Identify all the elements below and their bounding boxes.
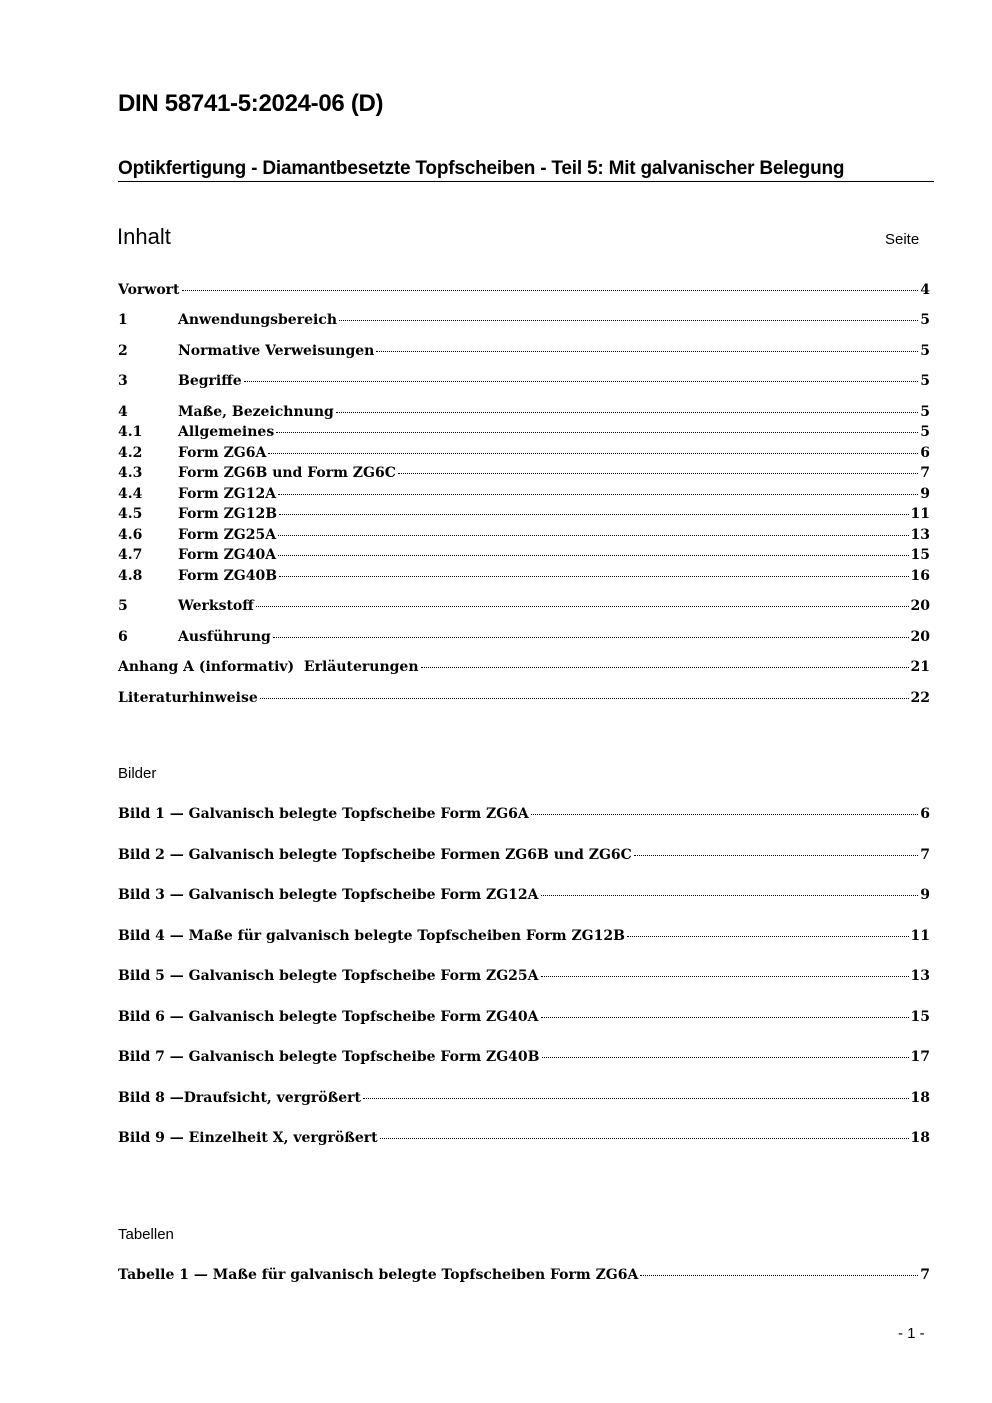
- toc-entry-number: 2: [118, 343, 128, 359]
- dot-leader: [268, 453, 918, 454]
- figure-entry-label: Bild 4 — Maße für galvanisch belegte Topfscheiben Form ZG12B: [118, 928, 625, 944]
- table-entry[interactable]: [118, 1265, 930, 1285]
- toc-entry-number: 1: [118, 312, 128, 328]
- dot-leader: [244, 381, 919, 382]
- figure-entry-label: Bild 1 — Galvanisch belegte Topfscheibe Form ZG6A: [118, 806, 529, 822]
- table-entry-page: 7: [920, 1267, 930, 1283]
- figure-entry-page: 9: [920, 887, 930, 903]
- toc-entry-number: 4.4: [118, 486, 143, 502]
- toc-entry-page: 5: [920, 312, 930, 328]
- toc-entry-page: 5: [920, 424, 930, 440]
- toc-entry[interactable]: [118, 688, 930, 708]
- toc-entry[interactable]: [118, 657, 930, 677]
- toc-entry-page: 15: [910, 547, 930, 563]
- toc-entry-page: 6: [920, 445, 930, 461]
- toc-entry[interactable]: [118, 310, 930, 330]
- toc-entry[interactable]: [118, 525, 930, 545]
- toc-entry-number: 4.7: [118, 547, 143, 563]
- toc-entry-label: Form ZG40A: [178, 547, 277, 563]
- toc-entry[interactable]: [118, 341, 930, 361]
- toc-entry-page: 20: [910, 629, 930, 645]
- figure-entry-label: Bild 9 — Einzelheit X, vergrößert: [118, 1130, 378, 1146]
- toc-entry-label: Form ZG12A: [178, 486, 277, 502]
- toc-entry-label: Anwendungsbereich: [178, 312, 337, 328]
- figures-heading: Bilder: [118, 765, 157, 782]
- tables-heading: Tabellen: [118, 1226, 174, 1243]
- toc-entry-number: 4: [118, 404, 128, 420]
- toc-entry-page: 4: [920, 282, 930, 298]
- figure-entry-page: 11: [910, 928, 930, 944]
- dot-leader: [640, 1275, 918, 1276]
- toc-entry-page: 20: [910, 598, 930, 614]
- toc-entry-page: 7: [920, 465, 930, 481]
- dot-leader: [278, 494, 918, 495]
- toc-entry-number: 5: [118, 598, 128, 614]
- figure-entry-label: Bild 6 — Galvanisch belegte Topfscheibe Form ZG40A: [118, 1009, 539, 1025]
- toc-entry-label: Begriffe: [178, 373, 242, 389]
- figure-entry-page: 18: [910, 1130, 930, 1146]
- table-entry-label: Tabelle 1 — Maße für galvanisch belegte Topfscheiben Form ZG6A: [118, 1267, 639, 1283]
- toc-entry[interactable]: [118, 463, 930, 483]
- toc-entry[interactable]: [118, 596, 930, 616]
- dot-leader: [256, 606, 909, 607]
- toc-entry-page: 5: [920, 404, 930, 420]
- toc-entry-label: Allgemeines: [178, 424, 275, 440]
- figure-entry-page: 13: [910, 968, 930, 984]
- toc-entry-label: Ausführung: [178, 629, 271, 645]
- dot-leader: [339, 320, 918, 321]
- toc-entry-label: Form ZG40B: [178, 568, 278, 584]
- figure-entry[interactable]: [118, 926, 930, 946]
- toc-entry-page: 21: [910, 659, 930, 675]
- dot-leader: [279, 576, 908, 577]
- figure-entry[interactable]: [118, 885, 930, 905]
- figure-entry-page: 6: [920, 806, 930, 822]
- dot-leader: [279, 514, 908, 515]
- dot-leader: [276, 432, 918, 433]
- toc-entry-page: 11: [910, 506, 930, 522]
- toc-entry-label: Literaturhinweise: [118, 690, 258, 706]
- toc-entry[interactable]: [118, 443, 930, 463]
- toc-entry[interactable]: [118, 371, 930, 391]
- toc-entry[interactable]: [118, 280, 930, 300]
- toc-entry-number: 4.2: [118, 445, 143, 461]
- toc-entry-number: 4.3: [118, 465, 143, 481]
- toc-entry-page: 5: [920, 373, 930, 389]
- toc-entry-number: 4.5: [118, 506, 143, 522]
- toc-entry-label: Vorwort: [118, 282, 180, 298]
- toc-entry-number: 4.1: [118, 424, 143, 440]
- dot-leader: [634, 855, 918, 856]
- figure-entry-page: 15: [910, 1009, 930, 1025]
- toc-entry[interactable]: [118, 627, 930, 647]
- toc-entry-label: Werkstoff: [178, 598, 254, 614]
- toc-entry-page: 13: [910, 527, 930, 543]
- toc-entry-label: Maße, Bezeichnung: [178, 404, 334, 420]
- dot-leader: [182, 290, 919, 291]
- figure-entry[interactable]: [118, 1047, 930, 1067]
- dot-leader: [273, 637, 909, 638]
- toc-entry[interactable]: [118, 545, 930, 565]
- page-number: - 1 -: [898, 1325, 925, 1342]
- figure-entry-label: Bild 5 — Galvanisch belegte Topfscheibe Form ZG25A: [118, 968, 539, 984]
- dot-leader: [627, 936, 909, 937]
- toc-entry-page: 9: [920, 486, 930, 502]
- figure-entry-label: Bild 7 — Galvanisch belegte Topfscheibe Form ZG40B: [118, 1049, 540, 1065]
- toc-entry-number: 3: [118, 373, 128, 389]
- toc-entry-page: 22: [910, 690, 930, 706]
- figure-entry-label: Bild 8 —Draufsicht, vergrößert: [118, 1090, 361, 1106]
- dot-leader: [541, 1017, 909, 1018]
- toc-entry-label: Form ZG6A: [178, 445, 267, 461]
- toc-entry[interactable]: [118, 484, 930, 504]
- dot-leader: [421, 667, 909, 668]
- figure-entry[interactable]: [118, 804, 930, 824]
- dot-leader: [336, 412, 918, 413]
- toc-entry-label: Form ZG6B und Form ZG6C: [178, 465, 396, 481]
- dot-leader: [380, 1138, 909, 1139]
- dot-leader: [278, 555, 908, 556]
- dot-leader: [363, 1098, 909, 1099]
- toc-entry-number: 4.6: [118, 527, 143, 543]
- toc-entry[interactable]: [118, 422, 930, 442]
- document-title: Optikfertigung - Diamantbesetzte Topfscheiben - Teil 5: Mit galvanischer Belegung: [118, 158, 845, 179]
- dot-leader: [531, 814, 918, 815]
- toc-entry[interactable]: [118, 504, 930, 524]
- dot-leader: [541, 895, 919, 896]
- dot-leader: [376, 351, 918, 352]
- dot-leader: [541, 976, 909, 977]
- figure-entry[interactable]: [118, 1007, 930, 1027]
- toc-entry-page: 16: [910, 568, 930, 584]
- dot-leader: [398, 473, 918, 474]
- toc-entry[interactable]: [118, 402, 930, 422]
- dot-leader: [542, 1057, 909, 1058]
- toc-entry-label: Anhang A (informativ) Erläuterungen: [118, 659, 419, 675]
- toc-entry[interactable]: [118, 566, 930, 586]
- toc-entry-page: 5: [920, 343, 930, 359]
- figure-entry-page: 17: [910, 1049, 930, 1065]
- figure-entry[interactable]: [118, 845, 930, 865]
- figure-entry[interactable]: [118, 1088, 930, 1108]
- figure-entry-page: 7: [920, 847, 930, 863]
- toc-entry-label: Normative Verweisungen: [178, 343, 375, 359]
- title-underline: [118, 181, 934, 182]
- toc-entry-number: 4.8: [118, 568, 143, 584]
- document-id: DIN 58741-5:2024-06 (D): [118, 90, 384, 117]
- toc-entry-number: 6: [118, 629, 128, 645]
- contents-heading: Inhalt: [117, 224, 171, 249]
- figure-entry-label: Bild 3 — Galvanisch belegte Topfscheibe Form ZG12A: [118, 887, 539, 903]
- figure-entry[interactable]: [118, 1128, 930, 1148]
- toc-entry-label: Form ZG25A: [178, 527, 277, 543]
- dot-leader: [278, 535, 908, 536]
- figure-entry[interactable]: [118, 966, 930, 986]
- page-column-heading: Seite: [885, 231, 920, 248]
- figure-entry-page: 18: [910, 1090, 930, 1106]
- figure-entry-label: Bild 2 — Galvanisch belegte Topfscheibe Formen ZG6B und ZG6C: [118, 847, 632, 863]
- dot-leader: [260, 698, 909, 699]
- toc-entry-label: Form ZG12B: [178, 506, 278, 522]
